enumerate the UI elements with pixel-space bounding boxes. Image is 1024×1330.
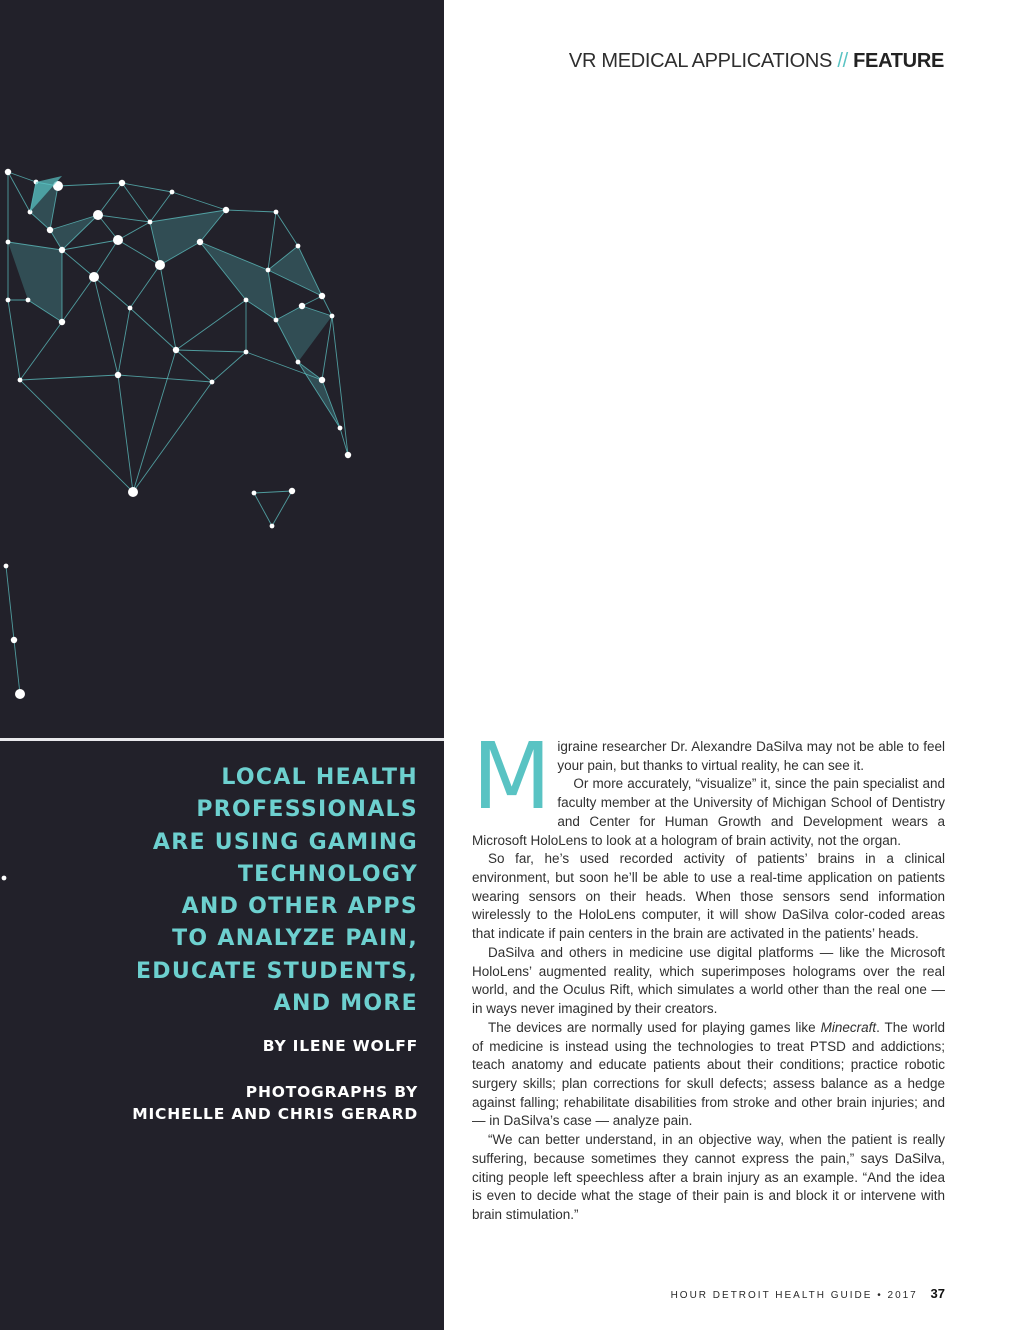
mesh-node [296, 360, 301, 365]
mesh-node [128, 306, 133, 311]
mesh-edge [133, 350, 176, 492]
mesh-node [252, 491, 257, 496]
article-headline [118, 762, 418, 1020]
headline-line: ARE USING GAMING [152, 829, 418, 855]
mesh-node [223, 207, 229, 213]
mesh-edge [20, 380, 133, 492]
mesh-edge [98, 215, 150, 222]
headline-line: TO ANALYZE PAIN, [172, 926, 418, 952]
mesh-node [113, 235, 123, 245]
mesh-node [270, 524, 275, 529]
mesh-node [59, 319, 65, 325]
page-number: 37 [930, 1286, 945, 1301]
mesh-node [173, 347, 179, 353]
mesh-node [18, 378, 23, 383]
mesh-node [89, 272, 99, 282]
mesh-edge [122, 183, 172, 192]
mesh-node [6, 240, 11, 245]
mesh-node [319, 293, 325, 299]
mesh-node [128, 487, 138, 497]
section-title: VR MEDICAL APPLICATIONS [568, 50, 833, 72]
mesh-node [2, 876, 7, 881]
author-byline: BY ILENE WOLFF [262, 1037, 418, 1055]
mesh-edge [130, 265, 160, 308]
mesh-node [5, 169, 11, 175]
mesh-node [274, 210, 279, 215]
mesh-node [296, 244, 301, 249]
mesh-edge [176, 300, 246, 350]
mesh-node [244, 350, 249, 355]
mesh-node [115, 372, 121, 378]
mesh-edge [118, 375, 212, 382]
game-title: Minecraft [820, 1019, 877, 1035]
mesh-edge [176, 350, 212, 382]
mesh-edge [298, 362, 340, 428]
article-body [472, 723, 946, 1225]
article-paragraph: “We can better understand, in an objective way, when the patient is really suffering, because sometimes they cannot express the pain,” says DaSilva, citing people left speechless after a brain injury as an example. “And the idea is even to decide what the stage of their pain is and block it or intervene with brain stimulation.” [472, 1132, 945, 1222]
mesh-node [148, 220, 153, 225]
mesh-edge [150, 192, 172, 222]
mesh-node [93, 210, 103, 220]
mesh-facet [200, 242, 276, 320]
mesh-edge [94, 277, 130, 308]
panel-divider [0, 738, 444, 741]
mesh-node [59, 247, 65, 253]
mesh-node [345, 452, 351, 458]
mesh-edge [212, 352, 246, 382]
article-paragraph [472, 1019, 945, 1131]
mesh-node [119, 180, 125, 186]
mesh-edge [332, 316, 348, 455]
mesh-edge [176, 350, 246, 352]
mesh-node [26, 298, 31, 303]
mesh-node [11, 637, 17, 643]
section-header [569, 50, 944, 73]
photo-credit-line: PHOTOGRAPHS BY [245, 1083, 418, 1101]
headline-line: LOCAL HEALTH [221, 765, 418, 790]
mesh-node [330, 314, 335, 319]
mesh-node [244, 298, 249, 303]
mesh-node [274, 318, 279, 323]
mesh-node [4, 564, 9, 569]
mesh-node [319, 377, 325, 383]
headline-line: PROFESSIONALS [196, 797, 418, 823]
mesh-edge [226, 210, 276, 212]
header-separator: // [837, 50, 848, 72]
article-paragraph: igraine researcher Dr. Alexandre DaSilva may not be able to feel your pain, but thanks to virtual reality, he can see it. [557, 739, 945, 773]
mesh-edge [118, 240, 160, 265]
mesh-edge [94, 240, 118, 277]
headline-line: AND MORE [273, 991, 418, 1017]
mesh-edge [118, 375, 133, 492]
mesh-edge [8, 172, 30, 212]
page-footer [671, 1286, 945, 1301]
mesh-node [289, 488, 295, 494]
mesh-edge [246, 352, 322, 380]
mesh-edge [122, 183, 150, 222]
mesh-edge [118, 222, 150, 240]
mesh-node [299, 303, 305, 309]
mesh-node [155, 260, 165, 270]
publication-name: HOUR DETROIT HEALTH GUIDE • 2017 [670, 1290, 918, 1301]
drop-cap: M [472, 723, 552, 830]
mesh-edge [20, 322, 62, 380]
mesh-facet [8, 242, 62, 322]
mesh-edge [98, 183, 122, 215]
mesh-edge [6, 566, 14, 640]
photo-credit-names: MICHELLE AND CHRIS GERARD [132, 1105, 418, 1123]
article-paragraph: So far, he’s used recorded activity of patients’ brains in a clinical environment, but soon he’ll be able to use a real-time application on patients wearing sensors on their heads. When those sensors send information wirelessly to the HoloLens computer, it will show DaSilva color-coded areas that indicate if pain centers in the brain are activated in the patients’ heads. [472, 851, 945, 942]
article-paragraph: DaSilva and others in medicine use digital platforms — like the Microsoft HoloLens’ augmented reality, which superimposes holograms over the real world, and the Oculus Rift, which simulates a world other than the real one — in ways never imagined by their creators. [472, 944, 945, 1017]
mesh-edge [20, 375, 118, 380]
mesh-node [338, 426, 343, 431]
mesh-node [197, 239, 203, 245]
mesh-edge [118, 308, 130, 375]
mesh-edge [14, 640, 20, 694]
mesh-facet [268, 246, 322, 296]
mesh-edge [62, 250, 94, 277]
mesh-node [170, 190, 175, 195]
section-label: FEATURE [853, 50, 944, 72]
mesh-edge [254, 493, 272, 526]
mesh-edge [302, 296, 322, 306]
headline-line: EDUCATE STUDENTS, [135, 958, 418, 984]
paragraph-text: . The world of medicine is instead using the technologies to treat PTSD and addictions; teach anatomy and educate patients about their conditions; practice robotic surgery skills; plan corrections for skull defects; assess balance as a hedge against falling; rehabilitate disabilities from stroke and other brain injuries; and — in DaSilva’s case — analyze pain. [472, 1019, 946, 1129]
mesh-edge [58, 183, 122, 186]
mesh-edge [272, 491, 292, 526]
headline-line: AND OTHER APPS [181, 894, 418, 920]
mesh-edge [8, 300, 20, 380]
mesh-node [15, 689, 25, 699]
headline-line: TECHNOLOGY [237, 861, 418, 887]
paragraph-text: The devices are normally used for playing games like [488, 1019, 821, 1035]
article-paragraph: Or more accurately, “visualize” it, since the pain specialist and faculty member at the University of Michigan School of Dentistry and Center for Human Growth and Development wears a Microsoft HoloLens to look at a hologram of brain activity, not the organ. [472, 776, 945, 848]
mesh-edge [254, 491, 292, 493]
mesh-edge [62, 277, 94, 322]
mesh-node [266, 268, 271, 273]
mesh-edge [172, 192, 226, 210]
photo-credit [132, 1081, 418, 1125]
mesh-node [210, 380, 215, 385]
mesh-node [6, 298, 11, 303]
mesh-edge [94, 277, 118, 375]
mesh-edge [276, 212, 298, 246]
mesh-node [47, 227, 53, 233]
mesh-edge [133, 382, 212, 492]
mesh-facet [276, 306, 332, 362]
mesh-edge [268, 212, 276, 270]
